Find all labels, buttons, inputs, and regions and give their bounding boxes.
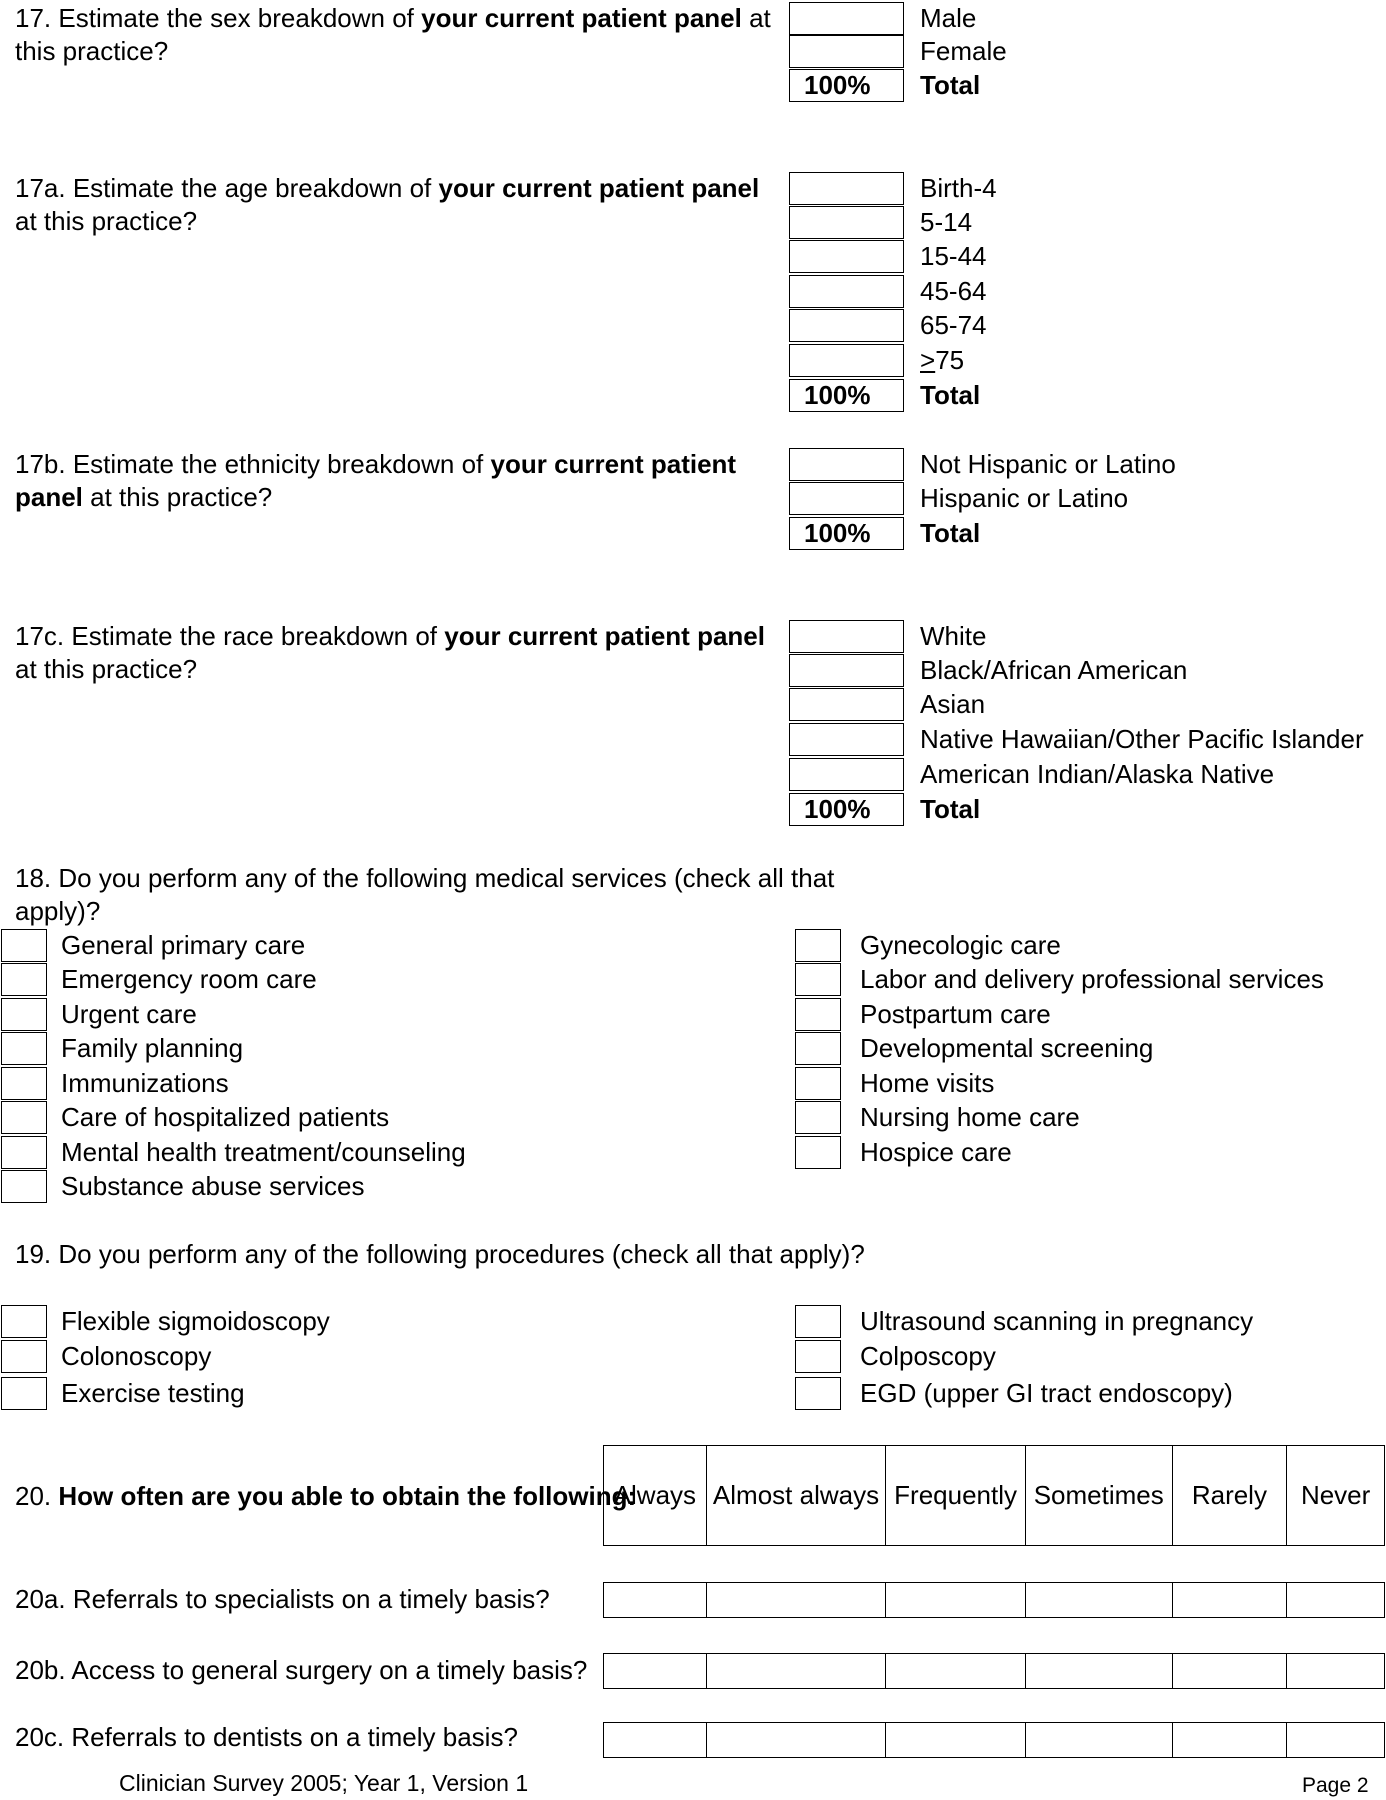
age-total-label: Total	[920, 380, 981, 410]
age-5-14-label: 5-14	[920, 207, 973, 237]
service-checkbox-mental-health[interactable]	[1, 1136, 47, 1169]
sex-female-label: Female	[920, 36, 1007, 66]
service-checkbox-substance-abuse[interactable]	[1, 1170, 47, 1203]
question-text-end: at this practice?	[15, 654, 198, 684]
age-75-value: 75	[935, 345, 965, 375]
question-20c: 20c. Referrals to dentists on a timely basis?	[15, 1722, 518, 1752]
question-17c	[15, 620, 775, 686]
service-label: Emergency room care	[61, 964, 317, 994]
service-label: Hospice care	[860, 1137, 1012, 1167]
question-text: Estimate the ethnicity breakdown of	[65, 449, 491, 479]
question-20b: 20b. Access to general surgery on a timely basis?	[15, 1655, 588, 1685]
column-sometimes: Sometimes	[1026, 1446, 1173, 1545]
question-emphasis: your current patient panel	[438, 173, 760, 203]
race-native-american-input[interactable]	[789, 758, 904, 791]
question-number: 17a.	[15, 173, 66, 203]
question-18: 18. Do you perform any of the following medical services (check all that apply)?	[15, 863, 835, 926]
response-cell-frequently[interactable]	[886, 1654, 1026, 1688]
question-17b	[15, 448, 775, 514]
service-label: Developmental screening	[860, 1033, 1154, 1063]
response-cell-almost-always[interactable]	[707, 1583, 887, 1617]
response-cell-rarely[interactable]	[1173, 1723, 1288, 1757]
footer-survey-version: Clinician Survey 2005; Year 1, Version 1	[119, 1770, 529, 1796]
response-cell-never[interactable]	[1287, 1583, 1384, 1617]
response-row-20a	[603, 1582, 1385, 1618]
procedure-label: Ultrasound scanning in pregnancy	[860, 1306, 1254, 1336]
question-number: 17c.	[15, 621, 65, 651]
service-label: Family planning	[61, 1033, 244, 1063]
service-label: Substance abuse services	[61, 1171, 365, 1201]
question-19: 19. Do you perform any of the following procedures (check all that apply)?	[15, 1239, 865, 1269]
race-total-label: Total	[920, 794, 981, 824]
procedure-label: Colonoscopy	[61, 1341, 212, 1371]
response-cell-almost-always[interactable]	[707, 1723, 887, 1757]
column-never: Never	[1300, 1480, 1371, 1510]
response-cell-frequently[interactable]	[886, 1583, 1026, 1617]
response-cell-almost-always[interactable]	[707, 1654, 887, 1688]
question-text-end: at this practice?	[15, 206, 198, 236]
service-label: Immunizations	[61, 1068, 229, 1098]
race-white-input[interactable]	[789, 620, 904, 653]
service-checkbox-developmental-screening[interactable]	[795, 1032, 841, 1065]
service-checkbox-immunizations[interactable]	[1, 1067, 47, 1100]
response-cell-sometimes[interactable]	[1026, 1583, 1173, 1617]
column-rarely: Rarely	[1173, 1446, 1288, 1545]
response-row-20c	[603, 1722, 1385, 1758]
sex-total-box: 100%	[789, 69, 904, 102]
service-label: Home visits	[860, 1068, 995, 1098]
race-asian-input[interactable]	[789, 688, 904, 721]
age-45-64-label: 45-64	[920, 276, 987, 306]
gte-symbol: >	[920, 345, 936, 375]
question-emphasis: your current patient panel	[421, 3, 742, 33]
question-20a: 20a. Referrals to specialists on a timely basis?	[15, 1584, 550, 1614]
procedure-checkbox-colonoscopy[interactable]	[1, 1340, 47, 1373]
procedure-checkbox-exercise-testing[interactable]	[1, 1377, 47, 1410]
question-text: Estimate the age breakdown of	[65, 173, 439, 203]
response-cell-never[interactable]	[1287, 1654, 1384, 1688]
ethnicity-total-label: Total	[920, 518, 981, 548]
column-always: Always	[604, 1446, 707, 1545]
race-white-label: White	[920, 621, 987, 651]
service-label: Gynecologic care	[860, 930, 1061, 960]
race-native-american-label: American Indian/Alaska Native	[920, 759, 1275, 789]
race-black-label: Black/African American	[920, 655, 1188, 685]
procedure-checkbox-ultrasound-pregnancy[interactable]	[795, 1305, 841, 1338]
response-cell-sometimes[interactable]	[1026, 1654, 1173, 1688]
question-17a	[15, 172, 775, 238]
service-checkbox-home-visits[interactable]	[795, 1067, 841, 1100]
service-checkbox-family-planning[interactable]	[1, 1032, 47, 1065]
response-row-20b	[603, 1653, 1385, 1689]
service-checkbox-hospice-care[interactable]	[795, 1136, 841, 1169]
procedure-label: Exercise testing	[61, 1378, 245, 1408]
question-number: 17.	[15, 3, 52, 33]
question-emphasis: your current patient panel	[15, 449, 737, 512]
column-frequently: Frequently	[886, 1446, 1026, 1545]
sex-male-input[interactable]	[789, 2, 904, 35]
procedure-label: Flexible sigmoidoscopy	[61, 1306, 330, 1336]
procedure-checkbox-egd[interactable]	[795, 1377, 841, 1410]
response-cell-never[interactable]	[1287, 1723, 1384, 1757]
frequency-header	[603, 1445, 1385, 1546]
question-text-end: at this practice?	[15, 3, 771, 66]
sex-male-label: Male	[920, 3, 977, 33]
service-checkbox-urgent-care[interactable]	[1, 998, 47, 1031]
ethnicity-hispanic-input[interactable]	[789, 482, 904, 515]
question-20	[15, 1480, 636, 1513]
age-total-box: 100%	[789, 379, 904, 412]
response-cell-rarely[interactable]	[1173, 1654, 1288, 1688]
service-checkbox-hospitalized-patients[interactable]	[1, 1101, 47, 1134]
column-almost-always: Almost always	[707, 1446, 887, 1545]
service-checkbox-labor-delivery[interactable]	[795, 963, 841, 996]
age-15-44-input[interactable]	[789, 240, 904, 273]
race-asian-label: Asian	[920, 689, 986, 719]
service-label: Urgent care	[61, 999, 197, 1029]
service-label: Care of hospitalized patients	[61, 1102, 390, 1132]
age-75-plus-input[interactable]	[789, 344, 904, 377]
service-checkbox-general-primary-care[interactable]	[1, 929, 47, 962]
question-17	[15, 2, 775, 68]
procedure-label: EGD (upper GI tract endoscopy)	[860, 1378, 1233, 1408]
service-checkbox-gynecologic-care[interactable]	[795, 929, 841, 962]
service-label: General primary care	[61, 930, 306, 960]
service-checkbox-postpartum-care[interactable]	[795, 998, 841, 1031]
service-label: Mental health treatment/counseling	[61, 1137, 466, 1167]
question-emphasis: How often are you able to obtain the following:	[58, 1481, 637, 1511]
procedure-checkbox-colposcopy[interactable]	[795, 1340, 841, 1373]
age-65-74-label: 65-74	[920, 310, 987, 340]
race-black-input[interactable]	[789, 654, 904, 687]
age-75-plus-label	[920, 344, 964, 377]
service-checkbox-nursing-home-care[interactable]	[795, 1101, 841, 1134]
question-text: Estimate the sex breakdown of	[51, 3, 422, 33]
age-45-64-input[interactable]	[789, 275, 904, 308]
response-cell-always[interactable]	[604, 1583, 707, 1617]
sex-female-input[interactable]	[789, 35, 904, 68]
race-total-box: 100%	[789, 793, 904, 826]
age-birth-4-label: Birth-4	[920, 173, 997, 203]
ethnicity-hispanic-label: Hispanic or Latino	[920, 483, 1129, 513]
ethnicity-not-hispanic-input[interactable]	[789, 448, 904, 481]
service-label: Nursing home care	[860, 1102, 1080, 1132]
response-cell-always[interactable]	[604, 1723, 707, 1757]
sex-total-label: Total	[920, 70, 981, 100]
age-5-14-input[interactable]	[789, 206, 904, 239]
procedure-checkbox-flexible-sigmoidoscopy[interactable]	[1, 1305, 47, 1338]
response-cell-frequently[interactable]	[886, 1723, 1026, 1757]
ethnicity-total-box: 100%	[789, 517, 904, 550]
response-cell-always[interactable]	[604, 1654, 707, 1688]
response-cell-rarely[interactable]	[1173, 1583, 1288, 1617]
footer-page-number: Page 2	[1302, 1774, 1369, 1797]
race-pacific-islander-input[interactable]	[789, 723, 904, 756]
question-number: 17b.	[15, 449, 66, 479]
ethnicity-not-hispanic-label: Not Hispanic or Latino	[920, 449, 1176, 479]
service-label: Labor and delivery professional services	[860, 964, 1324, 994]
question-emphasis: your current patient panel	[444, 621, 765, 651]
age-15-44-label: 15-44	[920, 241, 987, 271]
question-text-end: at this practice?	[82, 482, 273, 512]
question-text: Estimate the race breakdown of	[64, 621, 445, 651]
procedure-label: Colposcopy	[860, 1341, 996, 1371]
age-65-74-input[interactable]	[789, 309, 904, 342]
service-checkbox-emergency-room-care[interactable]	[1, 963, 47, 996]
response-cell-sometimes[interactable]	[1026, 1723, 1173, 1757]
age-birth-4-input[interactable]	[789, 172, 904, 205]
race-pacific-islander-label: Native Hawaiian/Other Pacific Islander	[920, 724, 1364, 754]
question-number: 20.	[15, 1481, 52, 1511]
service-label: Postpartum care	[860, 999, 1051, 1029]
